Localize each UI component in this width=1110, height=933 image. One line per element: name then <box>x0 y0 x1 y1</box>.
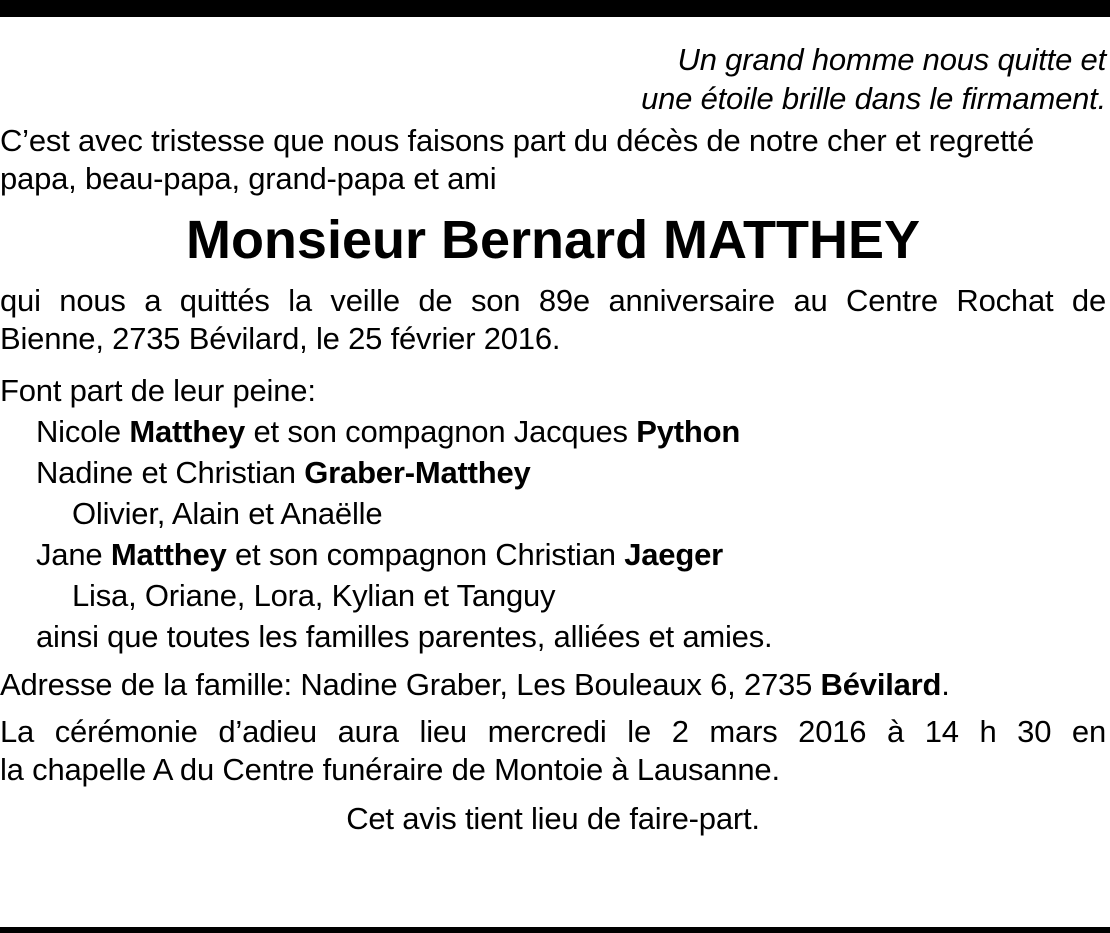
bottom-border-rule <box>0 927 1110 933</box>
family-section <box>0 370 1106 657</box>
deceased-name: Monsieur Bernard MATTHEY <box>185 210 921 270</box>
family-member-line <box>0 534 1106 575</box>
death-paragraph <box>0 282 1106 358</box>
grandchildren-line: Olivier, Alain et Anaëlle <box>72 496 383 531</box>
death-line-2: Bienne, 2735 Bévilard, le 25 février 2016. <box>0 321 561 356</box>
address-suffix: . <box>941 667 950 702</box>
intro-line-2: papa, beau-papa, grand-papa et ami <box>0 161 497 196</box>
family-member-line <box>0 452 1106 493</box>
ceremony-line-1: La cérémonie d’adieu aura lieu mercredi le 2 mars 2016 à 14 h 30 en <box>0 714 1106 749</box>
obituary-notice <box>0 40 1106 841</box>
ceremony-line-2: la chapelle A du Centre funéraire de Montoie à Lausanne. <box>0 752 780 787</box>
member-surname: Matthey <box>129 414 246 449</box>
companion-surname: Jaeger <box>624 537 723 572</box>
verse-line-2: une étoile brille dans le firmament. <box>641 81 1106 116</box>
intro-paragraph <box>0 122 1106 198</box>
ceremony-paragraph <box>0 713 1106 789</box>
family-member-line <box>0 411 1106 452</box>
memorial-verse <box>0 40 1106 118</box>
member-given-names: Jane <box>36 537 111 572</box>
verse-line-1: Un grand homme nous quitte et <box>677 42 1106 77</box>
death-line-1: qui nous a quittés la veille de son 89e anniversaire au Centre Rochat de <box>0 283 1106 318</box>
intro-line-1: C’est avec tristesse que nous faisons part du décès de notre cher et regretté <box>0 123 1035 158</box>
member-given-names: Nadine et Christian <box>36 455 305 490</box>
companion-surname: Python <box>636 414 741 449</box>
member-surname: Graber-Matthey <box>304 455 531 490</box>
extended-family-line: ainsi que toutes les familles parentes, alliées et amies. <box>36 619 773 654</box>
grandchildren-line: Lisa, Oriane, Lora, Kylian et Tanguy <box>72 578 556 613</box>
address-text: Adresse de la famille: Nadine Graber, Les Bouleaux 6, 2735 <box>0 667 821 702</box>
top-border-rule <box>0 0 1110 17</box>
member-surname: Matthey <box>110 537 227 572</box>
member-given-names: Nicole <box>36 414 130 449</box>
address-city: Bévilard <box>820 667 942 702</box>
family-address <box>0 663 1106 707</box>
closing-note: Cet avis tient lieu de faire-part. <box>346 801 760 836</box>
member-companion-text: et son compagnon Christian <box>226 537 625 572</box>
member-companion-text: et son compagnon Jacques <box>245 414 637 449</box>
family-heading: Font part de leur peine: <box>0 373 316 408</box>
